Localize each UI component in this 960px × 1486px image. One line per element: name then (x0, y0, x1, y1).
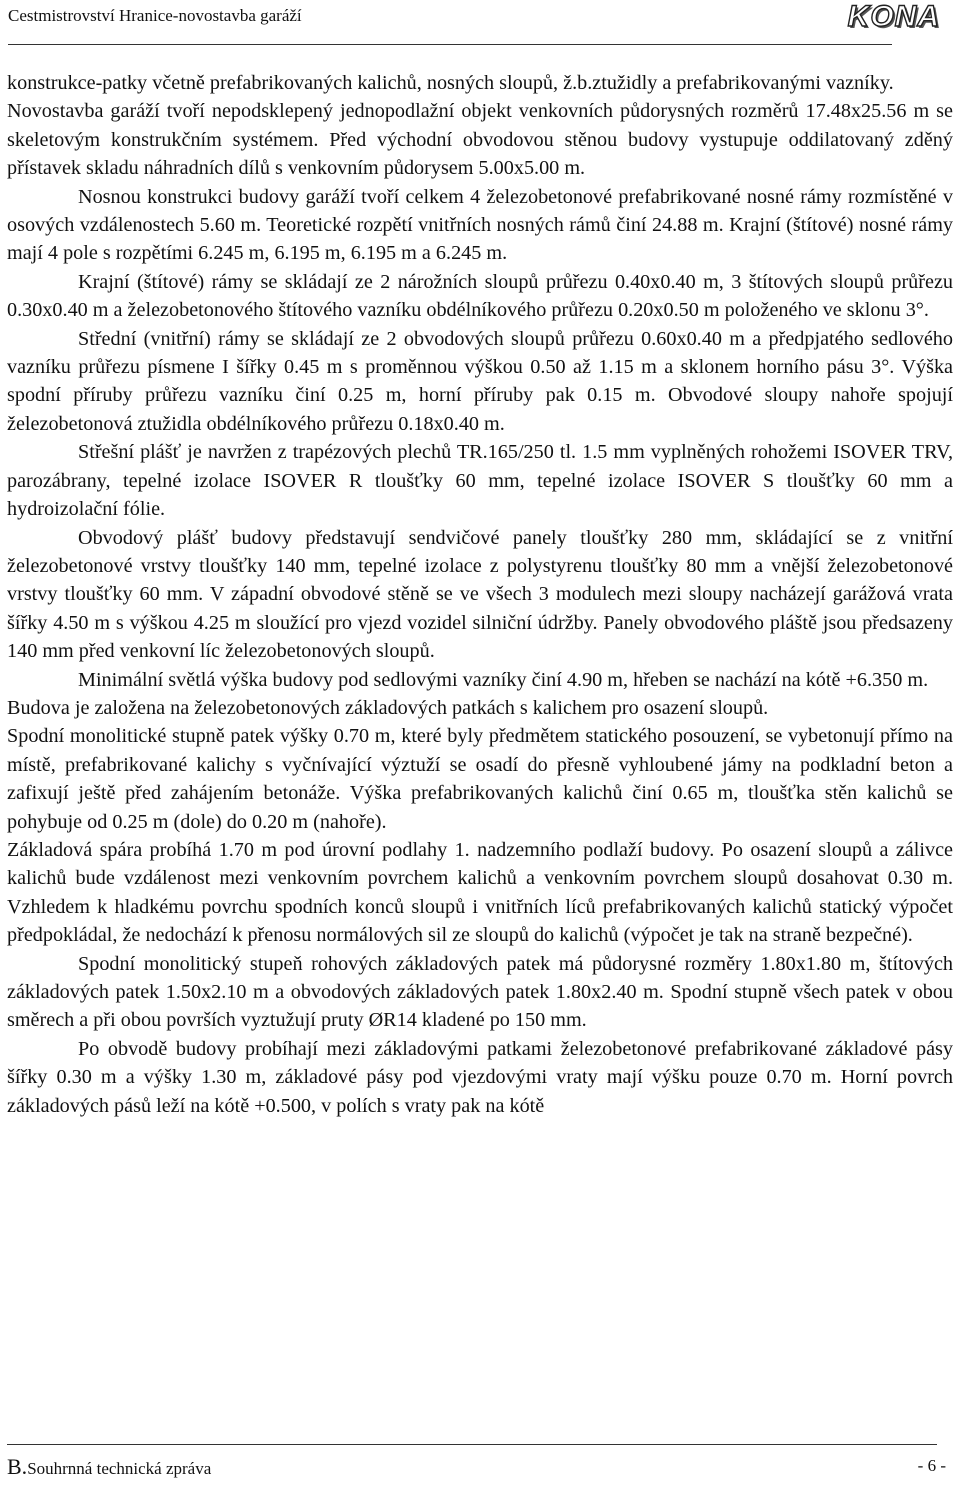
page-number: - 6 - (917, 1456, 946, 1475)
paragraph: Obvodový plášť budovy představují sendvičové panely tloušťky 280 mm, skládající se z vnitřní železobetonové vrstvy tloušťky 140 mm, tepelné izolace z polystyrenu tloušťky 80 mm a vnější železobetonové vrstvy tloušťky 60 mm. V západní obvodové stěně se ve všech 3 modulech mezi sloupy nacházejí garážová vrata šířky 4.50 m s výškou 4.25 m sloužící pro vjezd vozidel silniční údržby. Panely obvodového pláště jsou předsazeny 140 mm před venkovní líc železobetonových sloupů. (7, 526, 953, 663)
paragraph: Střední (vnitřní) rámy se skládají ze 2 obvodových sloupů průřezu 0.60x0.40 m a předpjatého sedlového vazníku průřezu písmene I šířky 0.45 m s proměnnou výškou 0.50 až 1.15 m a sklonem horního pásu 3°. Výška spodní příruby průřezu vazníku činí 0.25 m, horní příruby pak 0.15 m. Obvodové sloupy nahoře spojují železobetonová ztužidla obdélníkového průřezu 0.18x0.40 m. (7, 327, 953, 435)
paragraph: Krajní (štítové) rámy se skládají ze 2 nárožních sloupů průřezu 0.40x0.40 m, 3 štítových sloupů průřezu 0.30x0.40 m a železobetonového štítového vazníku obdélníkového průřezu 0.20x0.50 m položeného ve sklonu 3°. (7, 270, 953, 322)
footer-section (7, 1454, 211, 1480)
paragraph: Minimální světlá výška budovy pod sedlovými vazníky činí 4.90 m, hřeben se nachází na kótě +6.350 m. (78, 668, 929, 691)
paragraph: Po obvodě budovy probíhají mezi základovými patkami železobetonové prefabrikované základové pásy šířky 0.30 m a výšky 1.30 m, základové pásy pod vjezdovými vraty mají výšku pouze 0.70 m. Horní povrch základových pásů leží na kótě +0.500, v polích s vraty pak na kótě (7, 1037, 953, 1117)
paragraph: Budova je založena na železobetonových základových patkách s kalichem pro osazení sloupů. (7, 696, 769, 719)
document-body (7, 69, 953, 1120)
paragraph: Novostavba garáží tvoří nepodsklepený jednopodlažní objekt venkovních půdorysných rozměrů 17.48x25.56 m se skeletovým konstrukčním systémem. Před východní obvodovou stěnou budovy vystupuje oddilatovaný zděný přístavek skladu náhradních dílů s venkovním půdorysem 5.00x5.00 m. (7, 100, 953, 180)
company-logo: KONA (847, 0, 940, 33)
paragraph: konstrukce-patky včetně prefabrikovaných kalichů, nosných sloupů, ž.b.ztužidly a prefabrikovanými vazníky. (7, 72, 894, 94)
footer-divider (7, 1444, 937, 1445)
paragraph: Spodní monolitický stupeň rohových základových patek má půdorysné rozměry 1.80x1.80 m, štítových základových patek 1.50x2.10 m a obvodových základových patek 1.80x2.40 m. Spodní stupně všech patek v obou směrech a při obou površích vyztužují pruty ØR14 kladené po 150 mm. (7, 952, 953, 1032)
paragraph: Spodní monolitické stupně patek výšky 0.70 m, které byly předmětem statického posouzení, se vybetonují přímo na místě, prefabrikované kalichy s vyčnívající výztuží se osadí do přesně vyhloubené jámy na podkladní beton a zafixují ještě před zahájením betonáže. Výška prefabrikovaných kalichů činí 0.65 m, tloušťka stěn kalichů se pohybuje od 0.25 m (dole) do 0.20 m (nahoře). (7, 725, 953, 833)
paragraph: Střešní plášť je navržen z trapézových plechů TR.165/250 tl. 1.5 mm vyplněných rohožemi ISOVER TRV, parozábrany, tepelné izolace ISOVER R tloušťky 60 mm, tepelné izolace ISOVER S tloušťky 60 mm a hydroizolační fólie. (7, 441, 953, 521)
footer-section-title: Souhrnná technická zpráva (27, 1459, 212, 1478)
header-title: Cestmistrovství Hranice-novostavba garáží (8, 6, 302, 25)
header-divider (8, 44, 892, 45)
paragraph: Základová spára probíhá 1.70 m pod úrovní podlahy 1. nadzemního podlaží budovy. Po osazení sloupů a zálivce kalichů bude vzdálenost mezi venkovním povrchem kalichů a venkovním povrchem sloupů dosahovat 0.30 m. Vzhledem k hladkému povrchu spodních konců sloupů i vnitřních líců prefabrikovaných kalichů statický výpočet předpokládal, že nedochází k přenosu normálových sil ze sloupů do kalichů (výpočet je tak na straně bezpečné). (7, 838, 953, 947)
paragraph: Nosnou konstrukci budovy garáží tvoří celkem 4 železobetonové prefabrikované nosné rámy rozmístěné v osových vzdálenostech 5.60 m. Teoretické rozpětí vnitřních nosných rámů činí 24.88 m. Krajní (štítové) nosné rámy mají 4 pole s rozpětími 6.245 m, 6.195 m, 6.195 m a 6.245 m. (7, 185, 953, 265)
footer-section-letter: B. (7, 1454, 28, 1479)
page-header (8, 0, 952, 46)
